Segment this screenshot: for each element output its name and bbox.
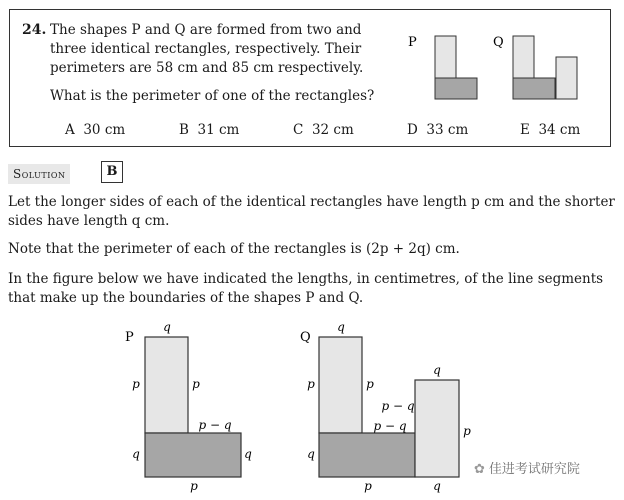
q-inner-p: p	[366, 377, 374, 391]
fig-label-p: P	[125, 330, 134, 345]
p-horizontal-rect	[145, 433, 241, 477]
p-left-p: p	[132, 377, 140, 391]
mini-q-vertical-rect	[513, 36, 534, 78]
q-bottom-q: q	[433, 479, 441, 493]
q-right-side-p: p	[463, 424, 471, 438]
q-step-p-minus-q: p − q	[373, 419, 407, 433]
option-d[interactable]: D 33 cm	[407, 122, 469, 138]
p-inner-p: p	[192, 377, 200, 391]
mini-shapes-figure	[408, 28, 588, 108]
q-horizontal-rect	[319, 433, 415, 477]
mini-q-horizontal-rect	[513, 78, 555, 99]
fig-label-q: Q	[300, 330, 311, 345]
option-e[interactable]: E 34 cm	[520, 122, 581, 138]
mini-p-vertical-rect	[435, 36, 456, 78]
solution-label: Solution	[8, 164, 70, 184]
question-text: The shapes P and Q are formed from two and three identical rectangles, respectively. Their perimeters are 58 cm and 85 cm respectively.	[50, 22, 364, 76]
option-c[interactable]: C 32 cm	[293, 122, 354, 138]
p-bottom-p: p	[190, 479, 198, 493]
q-bottom-p: p	[364, 479, 372, 493]
q-right-top-q: q	[433, 363, 441, 377]
mini-label-p: P	[408, 35, 417, 50]
question-number: 24.	[22, 22, 47, 38]
p-top-q: q	[163, 320, 171, 334]
q-mid-p-minus-q: p − q	[381, 399, 415, 413]
solution-paragraph-3: In the figure below we have indicated the lengths, in centimetres, of the line segments that make up the boundaries of the shapes P and Q.	[8, 271, 604, 306]
mini-q-right-rect	[556, 57, 577, 99]
solution-paragraph-2: Note that the perimeter of each of the rectangles is (2p + 2q) cm.	[8, 241, 460, 257]
mini-label-q: Q	[493, 35, 504, 50]
q-vertical-rect	[319, 337, 362, 433]
q-left-p: p	[307, 377, 315, 391]
solution-paragraph-1: Let the longer sides of each of the identical rectangles have length p cm and the shorter sides have length q cm.	[8, 194, 615, 229]
option-b[interactable]: B 31 cm	[179, 122, 240, 138]
q-right-rect	[415, 380, 459, 477]
wechat-icon: ✿	[474, 462, 485, 477]
p-right-q: q	[244, 447, 252, 461]
option-a[interactable]: A 30 cm	[65, 122, 126, 138]
p-step-p-minus-q: p − q	[198, 418, 232, 432]
p-vertical-rect	[145, 337, 188, 433]
watermark: ✿ 佳进考试研究院	[474, 462, 580, 477]
answer-box: B	[101, 161, 123, 183]
mini-p-horizontal-rect	[435, 78, 477, 99]
solution-figure	[110, 315, 490, 495]
p-lower-left-q: q	[132, 447, 140, 461]
q-lower-left-q: q	[307, 447, 315, 461]
q-top-q: q	[337, 320, 345, 334]
question-prompt: What is the perimeter of one of the rectangles?	[50, 88, 375, 104]
